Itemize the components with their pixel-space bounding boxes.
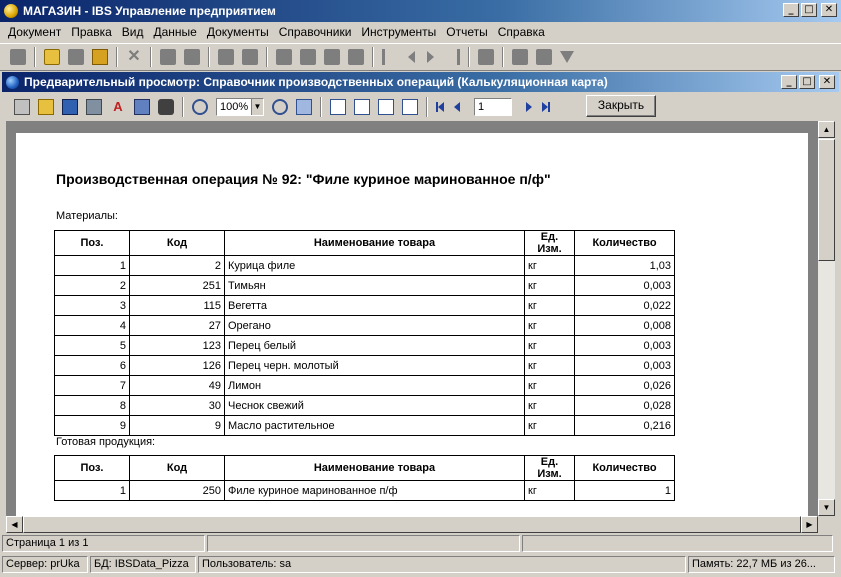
- toolbar-separator: [426, 97, 428, 117]
- last-record-icon[interactable]: [444, 49, 460, 65]
- quantity-cell: 1: [575, 481, 675, 501]
- table-row: [55, 356, 675, 376]
- page-number-input[interactable]: 1: [474, 98, 512, 116]
- code-cell: 9: [130, 416, 225, 436]
- table-row: [55, 416, 675, 436]
- close-preview-button[interactable]: Закрыть: [586, 95, 656, 117]
- stop-icon[interactable]: [478, 49, 494, 65]
- pdf-icon[interactable]: A: [113, 98, 123, 114]
- paste-icon[interactable]: [184, 49, 200, 65]
- column-header: Код: [130, 231, 225, 256]
- print-icon[interactable]: [14, 99, 30, 115]
- table-row: [55, 336, 675, 356]
- insert-row-icon[interactable]: [300, 49, 316, 65]
- unit-cell: кг: [525, 256, 575, 276]
- preview-minimize-button[interactable]: _: [781, 75, 797, 89]
- quantity-cell: 0,026: [575, 376, 675, 396]
- name-cell: Лимон: [225, 376, 525, 396]
- name-cell: Перец белый: [225, 336, 525, 356]
- new-folder-icon[interactable]: [68, 49, 84, 65]
- column-header: Ед. Изм.: [525, 231, 575, 256]
- toolbar-separator: [266, 47, 268, 67]
- menu-bar: [0, 22, 841, 42]
- table-row: [55, 256, 675, 276]
- export-icon[interactable]: [86, 99, 102, 115]
- column-header: Код: [130, 456, 225, 481]
- horizontal-scroll-thumb[interactable]: [23, 516, 801, 533]
- horizontal-scrollbar[interactable]: [6, 516, 818, 533]
- page-width-icon[interactable]: [296, 99, 312, 115]
- column-header: Поз.: [55, 231, 130, 256]
- column-header: Наименование товара: [225, 456, 525, 481]
- menu-reports[interactable]: Отчеты: [446, 25, 488, 39]
- name-cell: Орегано: [225, 316, 525, 336]
- save-icon[interactable]: [62, 99, 78, 115]
- unit-cell: кг: [525, 296, 575, 316]
- next-record-icon[interactable]: [427, 51, 434, 63]
- status-cell-empty: [522, 535, 833, 552]
- toolbar-separator: [372, 47, 374, 67]
- preview-toolbar: [2, 93, 839, 120]
- preview-status-bar: [2, 535, 839, 553]
- quantity-cell: 0,003: [575, 336, 675, 356]
- quantity-cell: 0,008: [575, 316, 675, 336]
- document-title: Производственная операция № 92: "Филе куриное маринованное п/ф": [56, 171, 551, 187]
- edit-icon[interactable]: [402, 99, 418, 115]
- materials-table: [54, 230, 675, 436]
- copy-icon[interactable]: [160, 49, 176, 65]
- position-cell: 4: [55, 316, 130, 336]
- scroll-up-button[interactable]: ▲: [818, 121, 835, 138]
- table-row: [55, 396, 675, 416]
- first-record-icon[interactable]: [382, 49, 398, 65]
- code-cell: 49: [130, 376, 225, 396]
- undo-icon[interactable]: [276, 49, 292, 65]
- quantity-cell: 1,03: [575, 256, 675, 276]
- zoom-value: 100%: [220, 100, 249, 113]
- menu-document[interactable]: Документ: [8, 25, 62, 39]
- position-cell: 1: [55, 481, 130, 501]
- preview-title: Предварительный просмотр: Справочник производственных операций (Калькуляционная карта): [24, 75, 608, 89]
- column-header: Наименование товара: [225, 231, 525, 256]
- zoom-out-icon[interactable]: [272, 99, 288, 115]
- position-cell: 5: [55, 336, 130, 356]
- table-row: [55, 376, 675, 396]
- delete-row-icon[interactable]: [324, 49, 340, 65]
- book-icon[interactable]: [378, 99, 394, 115]
- app-status-bar: [2, 556, 839, 575]
- toolbar-separator: [208, 47, 210, 67]
- maximize-button[interactable]: □: [801, 3, 817, 17]
- menu-help[interactable]: Справка: [497, 25, 545, 39]
- cut-icon[interactable]: [218, 49, 234, 65]
- position-cell: 7: [55, 376, 130, 396]
- page-layout-icon[interactable]: [354, 99, 370, 115]
- position-cell: 1: [55, 256, 130, 276]
- table-row: [55, 276, 675, 296]
- database-info: БД: IBSData_Pizza: [90, 556, 196, 573]
- position-cell: 6: [55, 356, 130, 376]
- toolbar-separator: [468, 47, 470, 67]
- unit-cell: кг: [525, 396, 575, 416]
- report-page: [16, 133, 808, 516]
- next-page-icon[interactable]: [526, 102, 532, 112]
- unit-cell: кг: [525, 336, 575, 356]
- delete-icon[interactable]: ✕: [127, 48, 141, 65]
- table-row: [55, 316, 675, 336]
- preview-viewport[interactable]: [6, 121, 818, 516]
- products-table: [54, 455, 675, 501]
- zoom-select[interactable]: [216, 98, 264, 116]
- name-cell: Чеснок свежий: [225, 396, 525, 416]
- code-cell: 115: [130, 296, 225, 316]
- open-icon[interactable]: [38, 99, 54, 115]
- last-page-icon[interactable]: [542, 102, 550, 112]
- name-cell: Масло растительное: [225, 416, 525, 436]
- prev-record-icon[interactable]: [408, 51, 415, 63]
- vertical-scroll-thumb[interactable]: [818, 139, 835, 261]
- toolbar-separator: [182, 97, 184, 117]
- unit-cell: кг: [525, 481, 575, 501]
- open-folder-icon[interactable]: [44, 49, 60, 65]
- new-document-icon[interactable]: [10, 49, 26, 65]
- unit-cell: кг: [525, 416, 575, 436]
- materials-label: Материалы:: [56, 210, 118, 222]
- page-setup-icon[interactable]: [330, 99, 346, 115]
- column-header: Количество: [575, 231, 675, 256]
- toolbar-separator: [116, 47, 118, 67]
- name-cell: Филе куриное маринованное п/ф: [225, 481, 525, 501]
- quantity-cell: 0,003: [575, 356, 675, 376]
- position-cell: 3: [55, 296, 130, 316]
- code-cell: 250: [130, 481, 225, 501]
- menu-documents[interactable]: Документы: [206, 25, 269, 39]
- scroll-left-button[interactable]: ◀: [6, 516, 23, 533]
- main-toolbar: [0, 43, 841, 71]
- prev-page-icon[interactable]: [454, 102, 460, 112]
- column-header: Количество: [575, 456, 675, 481]
- preview-close-window-button[interactable]: ✕: [819, 75, 835, 89]
- name-cell: Курица филе: [225, 256, 525, 276]
- app-title-bar: [0, 0, 841, 22]
- code-cell: 2: [130, 256, 225, 276]
- first-page-icon[interactable]: [436, 102, 444, 112]
- code-cell: 123: [130, 336, 225, 356]
- app-icon: [4, 4, 18, 18]
- unit-cell: кг: [525, 276, 575, 296]
- name-cell: Перец черн. молотый: [225, 356, 525, 376]
- clipboard-icon[interactable]: [242, 49, 258, 65]
- scroll-down-button[interactable]: ▼: [818, 499, 835, 516]
- filter-icon[interactable]: [560, 51, 574, 63]
- menu-view[interactable]: Вид: [121, 25, 144, 39]
- quantity-cell: 0,022: [575, 296, 675, 316]
- toolbar-separator: [320, 97, 322, 117]
- toolbar-separator: [34, 47, 36, 67]
- menu-references[interactable]: Справочники: [278, 25, 352, 39]
- position-cell: 8: [55, 396, 130, 416]
- scroll-right-button[interactable]: ▶: [801, 516, 818, 533]
- column-header: Поз.: [55, 456, 130, 481]
- find-icon[interactable]: [158, 99, 174, 115]
- code-cell: 251: [130, 276, 225, 296]
- preview-title-bar: [2, 72, 839, 92]
- code-cell: 126: [130, 356, 225, 376]
- close-window-button[interactable]: ✕: [821, 3, 837, 17]
- position-cell: 2: [55, 276, 130, 296]
- quantity-cell: 0,028: [575, 396, 675, 416]
- vertical-scrollbar[interactable]: [818, 121, 835, 516]
- name-cell: Вегетта: [225, 296, 525, 316]
- status-cell-empty: [207, 535, 520, 552]
- column-header: Ед. Изм.: [525, 456, 575, 481]
- quantity-cell: 0,216: [575, 416, 675, 436]
- products-label: Готовая продукция:: [56, 436, 156, 448]
- export-icon[interactable]: [536, 49, 552, 65]
- menu-tools[interactable]: Инструменты: [361, 25, 437, 39]
- table-row: [55, 481, 675, 501]
- unit-cell: кг: [525, 376, 575, 396]
- unit-cell: кг: [525, 356, 575, 376]
- code-cell: 30: [130, 396, 225, 416]
- page-info: Страница 1 из 1: [2, 535, 205, 552]
- menu-data[interactable]: Данные: [153, 25, 197, 39]
- code-cell: 27: [130, 316, 225, 336]
- toolbar-separator: [150, 47, 152, 67]
- memory-info: Память: 22,7 МБ из 26...: [688, 556, 835, 573]
- position-cell: 9: [55, 416, 130, 436]
- quantity-cell: 0,003: [575, 276, 675, 296]
- table-row: [55, 296, 675, 316]
- clear-icon[interactable]: [348, 49, 364, 65]
- minimize-button[interactable]: _: [783, 3, 799, 17]
- app-title: МАГАЗИН - IBS Управление предприятием: [23, 4, 276, 18]
- menu-edit[interactable]: Правка: [71, 25, 112, 39]
- sort-icon[interactable]: [512, 49, 528, 65]
- toolbar-separator: [502, 47, 504, 67]
- zoom-in-icon[interactable]: [192, 99, 208, 115]
- email-icon[interactable]: [134, 99, 150, 115]
- name-cell: Тимьян: [225, 276, 525, 296]
- preview-maximize-button[interactable]: □: [799, 75, 815, 89]
- unit-cell: кг: [525, 316, 575, 336]
- chevron-down-icon[interactable]: ▼: [251, 99, 263, 115]
- save-icon[interactable]: [92, 49, 108, 65]
- server-info: Сервер: prUka: [2, 556, 88, 573]
- user-info: Пользователь: sa: [198, 556, 686, 573]
- preview-icon: [6, 76, 19, 89]
